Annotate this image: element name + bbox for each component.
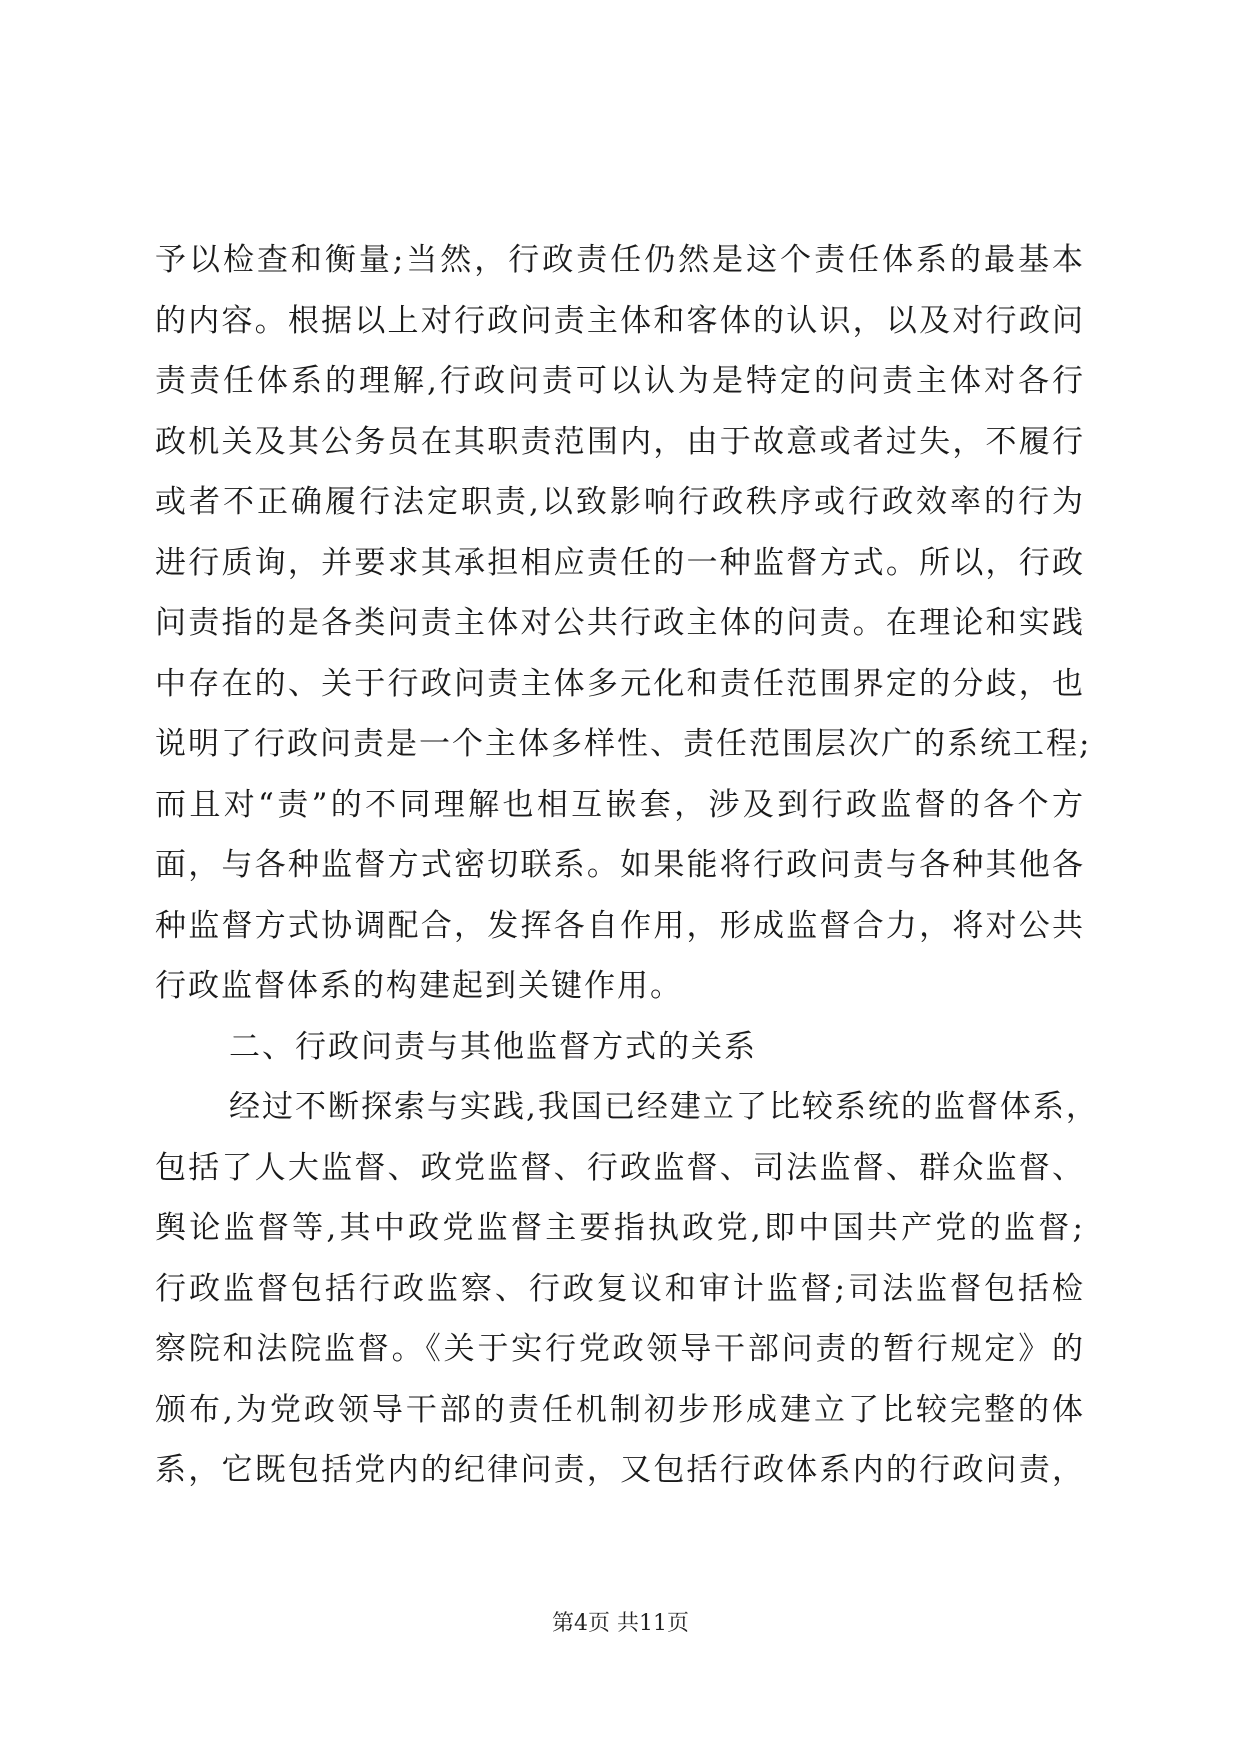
text-line: 舆论监督等,其中政党监督主要指执政党,即中国共产党的监督; xyxy=(155,1210,1085,1246)
text-line: 包括了人大监督、政党监督、行政监督、司法监督、群众监督、 xyxy=(155,1149,1085,1186)
page-number-footer: 第4页 共11页 xyxy=(552,1611,689,1636)
text-line: 问责指的是各类问责主体对公共行政主体的问责。在理论和实践 xyxy=(155,605,1085,641)
text-line: 行政监督包括行政监察、行政复议和审计监督;司法监督包括检 xyxy=(155,1270,1085,1307)
text-line: 经过不断探索与实践,我国已经建立了比较系统的监督体系， xyxy=(229,1089,1099,1125)
text-line: 政机关及其公务员在其职责范围内，由于故意或者过失，不履行 xyxy=(155,423,1085,460)
text-line: 予以检查和衡量;当然，行政责任仍然是这个责任体系的最基本 xyxy=(155,242,1085,278)
text-line: 种监督方式协调配合，发挥各自作用，形成监督合力，将对公共 xyxy=(155,907,1085,944)
text-line: 颁布,为党政领导干部的责任机制初步形成建立了比较完整的体 xyxy=(155,1391,1085,1428)
section-heading: 二、行政问责与其他监督方式的关系 xyxy=(229,1028,757,1065)
body-text xyxy=(155,230,1099,1501)
text-line: 面，与各种监督方式密切联系。如果能将行政问责与各种其他各 xyxy=(155,847,1085,883)
text-line: 说明了行政问责是一个主体多样性、责任范围层次广的系统工程; xyxy=(155,726,1092,762)
text-line: 行政监督体系的构建起到关键作用。 xyxy=(155,968,683,1004)
text-line: 而且对“责”的不同理解也相互嵌套，涉及到行政监督的各个方 xyxy=(155,786,1085,823)
text-line: 或者不正确履行法定职责,以致影响行政秩序或行政效率的行为 xyxy=(155,484,1085,520)
text-line: 的内容。根据以上对行政问责主体和客体的认识，以及对行政问 xyxy=(155,302,1085,339)
text-line: 进行质询，并要求其承担相应责任的一种监督方式。所以，行政 xyxy=(155,544,1085,581)
text-line: 系，它既包括党内的纪律问责，又包括行政体系内的行政问责， xyxy=(155,1452,1085,1488)
text-line: 察院和法院监督。《关于实行党政领导干部问责的暂行规定》的 xyxy=(155,1331,1085,1367)
text-line: 责责任体系的理解,行政问责可以认为是特定的问责主体对各行 xyxy=(155,363,1085,399)
text-line: 中存在的、关于行政问责主体多元化和责任范围界定的分歧，也 xyxy=(155,665,1085,702)
